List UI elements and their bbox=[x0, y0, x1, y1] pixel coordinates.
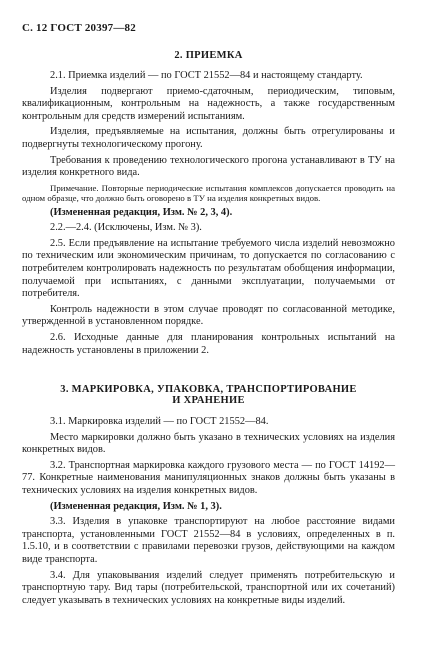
paragraph-3-1: 3.1. Маркировка изделий — по ГОСТ 21552—84. bbox=[50, 416, 269, 427]
amendment-note-1: (Измененная редакция, Изм. № 2, 3, 4). bbox=[50, 206, 233, 218]
note-text: Примечание. Повторные периодические испытания комплексов допускается проводить на одном образце, что должно быть оговорено в ТУ на изделия конкретных видов. bbox=[22, 182, 395, 204]
paragraph-requirements: Требования к проведению технологического прогона устанавливают в ТУ на изделия конкретного вида. bbox=[22, 154, 395, 179]
section-3-title-line1: 3. МАРКИРОВКА, УПАКОВКА, ТРАНСПОРТИРОВАНИЕ bbox=[60, 384, 357, 395]
section-2-body bbox=[22, 70, 395, 357]
section-3-title bbox=[22, 384, 395, 406]
page-header: С. 12 ГОСТ 20397—82 bbox=[22, 22, 136, 34]
paragraph-2-2-2-4: 2.2.—2.4. (Исключены, Изм. № 3). bbox=[50, 222, 202, 234]
amendment-note-2: (Измененная редакция, Изм. № 1, 3). bbox=[50, 500, 222, 512]
paragraph-3-3: 3.3. Изделия в упаковке транспортируют на любое расстояние видами транспорта, установленными ГОСТ 21552—84 в условиях, определенных в п. 1.5.10, и в соответствии с правилами перевозки грузов, действующими на каждом виде транспорта. bbox=[22, 516, 395, 565]
paragraph-control: Контроль надежности в этом случае проводят по согласованной методике, утвержденной в установленном порядке. bbox=[22, 303, 395, 328]
paragraph-tests: Изделия подвергают приемо-сдаточным, периодическим, типовым, квалификационным, контрольным на надежность, а также государственным контрольным для средств измерений испытаниям. bbox=[22, 85, 395, 122]
paragraph-2-5: 2.5. Если предъявление на испытание требуемого числа изделий невозможно по техническим или экономическим причинам, то допускается по согласованию с потребителем контролировать надежность по результатам обобщения информации, получаемой при испытаниях, с данными эксплуатации, получаемыми от потребителя. bbox=[22, 237, 395, 300]
paragraph-adjust: Изделия, предъявляемые на испытания, должны быть отрегулированы и подвергнуты технологическому прогону. bbox=[22, 126, 395, 150]
paragraph-marking-place: Место маркировки должно быть указано в технических условиях на изделия конкретных видов. bbox=[22, 431, 395, 456]
section-3-title-line2: И ХРАНЕНИЕ bbox=[172, 395, 245, 406]
section-2-title: 2. ПРИЕМКА bbox=[174, 50, 243, 61]
section-3-body bbox=[22, 416, 395, 607]
paragraph-3-2: 3.2. Транспортная маркировка каждого грузового места — по ГОСТ 14192—77. Конкретные наименования манипуляционных знаков должны быть указаны в технических условиях на изделия конкретных видов. bbox=[22, 459, 395, 496]
paragraph-2-1: 2.1. Приемка изделий — по ГОСТ 21552—84 и настоящему стандарту. bbox=[50, 70, 363, 81]
paragraph-3-4: 3.4. Для упаковывания изделий следует применять потребительскую и транспортную тару. Вид тары (потребительской, транспортной или их сочетаний) следует указывать в технических условиях на конкретные виды изделий. bbox=[22, 569, 395, 606]
paragraph-2-6: 2.6. Исходные данные для планирования контрольных испытаний на надежность установлены в приложении 2. bbox=[22, 331, 395, 356]
